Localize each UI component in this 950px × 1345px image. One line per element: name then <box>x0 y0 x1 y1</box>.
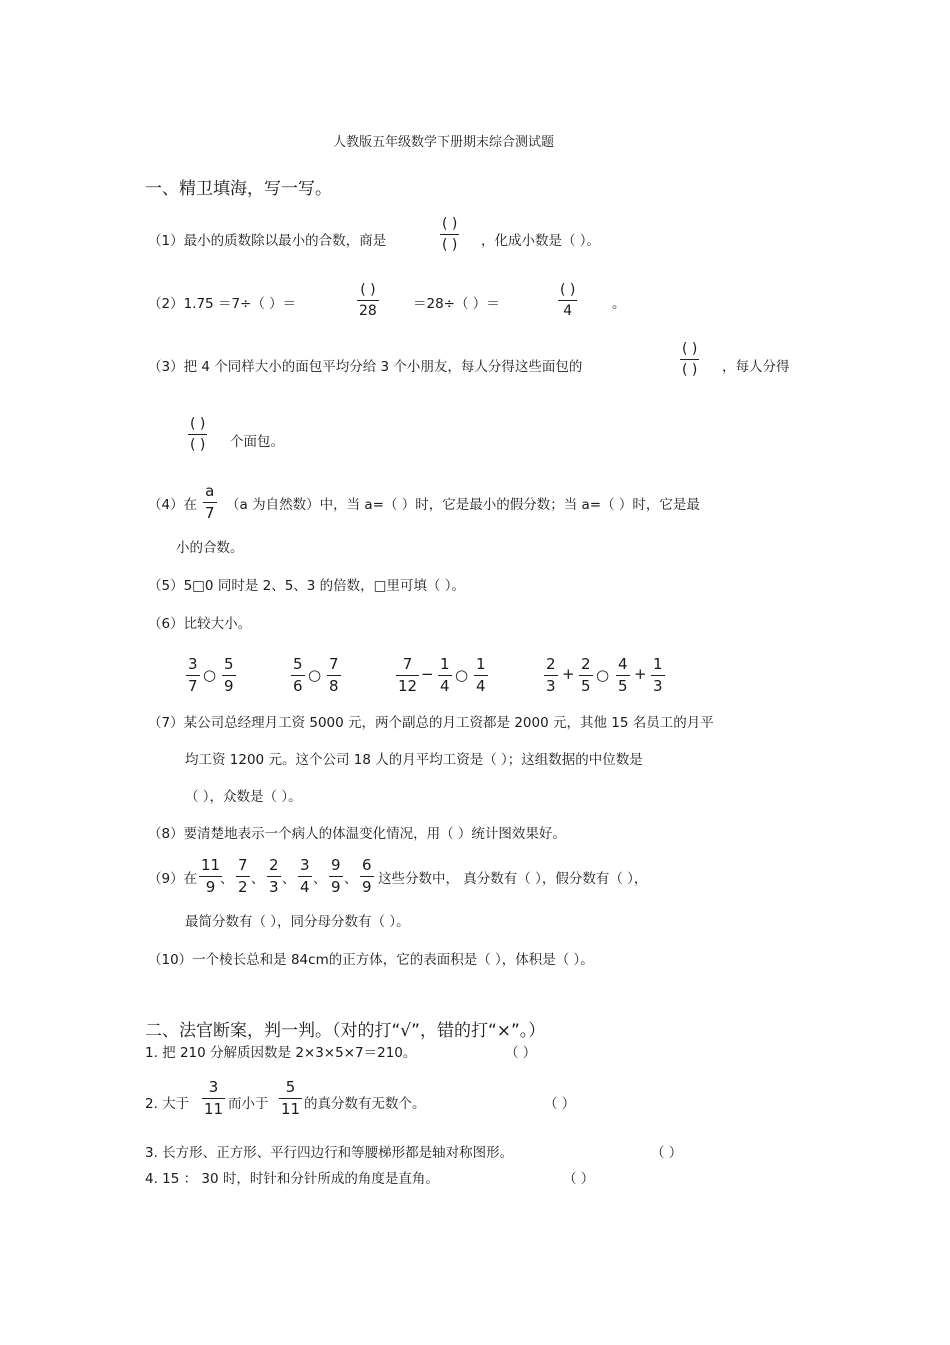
separator: 、 <box>344 871 358 887</box>
compare-circle-3[interactable]: ○ <box>455 666 469 684</box>
fraction-denominator: 11 <box>281 1100 301 1118</box>
fraction-numerator: ( ) <box>682 341 698 357</box>
fraction-numerator: 1 <box>653 655 663 673</box>
fraction-denominator: 9 <box>331 878 341 896</box>
question-9-fraction-4 <box>298 858 312 895</box>
question-4-text: （4）在 <box>148 497 198 513</box>
fraction-numerator: 11 <box>201 856 221 874</box>
fraction-numerator: 1 <box>476 655 486 673</box>
question-2-tail: 。 <box>612 296 626 312</box>
fraction-denominator: 5 <box>618 677 628 695</box>
fraction-numerator: 5 <box>224 655 234 673</box>
fraction-numerator: 5 <box>285 1078 296 1096</box>
compare-4-fraction-d <box>651 657 665 694</box>
question-9-tail: 这些分数中， 真分数有（ ），假分数有（ ）， <box>378 871 648 887</box>
judge-item-1-text: 1. 把 210 分解质因数是 2×3×5×7＝210。 <box>145 1045 417 1061</box>
compare-4-fraction-b <box>579 657 593 694</box>
judge-item-2-answer[interactable]: （ ） <box>544 1096 576 1112</box>
judge-item-3-text: 3. 长方形、正方形、平行四边行和等腰梯形都是轴对称图形。 <box>145 1145 514 1161</box>
fraction-numerator: 3 <box>208 1078 219 1096</box>
question-4-tail-2: 小的合数。 <box>176 540 244 556</box>
separator: 、 <box>220 871 234 887</box>
compare-3-fraction-b <box>438 657 452 694</box>
question-3-tail-2: 个面包。 <box>230 434 284 450</box>
fraction-numerator: 7 <box>402 655 413 673</box>
question-2-fraction-1 <box>357 283 379 318</box>
section-heading-2: 二、法官断案，判一判。（对的打“√”，错的打“×”。） <box>145 1021 546 1041</box>
plus-sign: + <box>562 665 575 683</box>
question-2-fraction-2 <box>558 283 577 318</box>
fraction-numerator: ( ) <box>442 216 458 232</box>
question-4-tail: （a 为自然数）中，当 a=（ ）时，它是最小的假分数；当 a=（ ）时，它是最 <box>226 497 700 513</box>
fraction-denominator: 5 <box>581 677 591 695</box>
question-9-fraction-1 <box>199 858 222 895</box>
question-4-fraction <box>203 484 217 521</box>
question-9-text: （9）在 <box>148 871 198 887</box>
fraction-denominator: 12 <box>398 677 418 695</box>
fraction-denominator: 3 <box>653 677 663 695</box>
fraction-numerator: 2 <box>269 856 279 874</box>
question-9-fraction-2 <box>236 858 250 895</box>
judge-item-2-fraction-2 <box>279 1080 302 1117</box>
fraction-numerator: 7 <box>329 655 339 673</box>
compare-4-fraction-c <box>616 657 630 694</box>
question-3-text: （3）把 4 个同样大小的面包平均分给 3 个小朋友，每人分得这些面包的 <box>148 359 583 375</box>
fraction-denominator: 7 <box>205 504 215 522</box>
fraction-numerator: 5 <box>293 655 303 673</box>
fraction-denominator: 3 <box>546 677 556 695</box>
plus-sign: + <box>634 665 647 683</box>
question-1-text: （1）最小的质数除以最小的合数，商是 <box>148 233 387 249</box>
question-7-line-3: （ ），众数是（ ）。 <box>185 789 302 805</box>
fraction-numerator: ( ) <box>360 282 376 298</box>
compare-1-right-fraction <box>222 657 236 694</box>
fraction-denominator: 6 <box>293 677 303 695</box>
question-1-fraction <box>440 217 459 252</box>
judge-item-2-fraction-1 <box>202 1080 225 1117</box>
fraction-denominator: 7 <box>188 677 198 695</box>
judge-item-3-answer[interactable]: （ ） <box>651 1145 683 1161</box>
judge-item-1-answer[interactable]: （ ） <box>505 1045 537 1061</box>
fraction-numerator: 2 <box>546 655 556 673</box>
fraction-numerator: 3 <box>188 655 198 673</box>
compare-circle-4[interactable]: ○ <box>596 666 610 684</box>
judge-item-2-mid: 而小于 <box>228 1096 269 1112</box>
question-5-text: （5）5□0 同时是 2、5、3 的倍数，□里可填（ ）。 <box>148 578 465 594</box>
compare-circle-1[interactable]: ○ <box>203 666 217 684</box>
compare-2-left-fraction <box>291 657 305 694</box>
judge-item-2-pre: 2. 大于 <box>145 1096 190 1112</box>
question-10-text: （10）一个棱长总和是 84cm的正方体，它的表面积是（ ），体积是（ ）。 <box>148 952 594 968</box>
fraction-numerator: 9 <box>331 856 341 874</box>
fraction-numerator: 2 <box>581 655 591 673</box>
fraction-denominator: 8 <box>329 677 339 695</box>
compare-3-fraction-c <box>474 657 488 694</box>
page-title: 人教版五年级数学下册期末综合测试题 <box>333 135 555 150</box>
separator: 、 <box>313 871 327 887</box>
fraction-denominator: 9 <box>362 878 372 896</box>
question-8-text: （8）要清楚地表示一个病人的体温变化情况，用（ ）统计图效果好。 <box>148 826 566 842</box>
question-6-text: （6）比较大小。 <box>148 616 252 632</box>
question-9-fraction-3 <box>267 858 281 895</box>
fraction-denominator: 2 <box>238 878 248 896</box>
question-3-tail: ，每人分得 <box>722 359 790 375</box>
question-2-mid: ＝28÷（ ）＝ <box>413 296 500 312</box>
fraction-denominator: 28 <box>359 303 377 319</box>
fraction-numerator: 1 <box>440 655 450 673</box>
compare-4-fraction-a <box>544 657 558 694</box>
question-7-line-2: 均工资 1200 元。这个公司 18 人的月平均工资是（ ）；这组数据的中位数是 <box>185 752 643 768</box>
separator: 、 <box>282 871 296 887</box>
fraction-denominator: ( ) <box>190 437 206 453</box>
minus-sign: − <box>421 665 434 683</box>
fraction-denominator: 9 <box>224 677 234 695</box>
fraction-numerator: 7 <box>238 856 248 874</box>
fraction-denominator: 4 <box>563 303 573 319</box>
question-1-tail: ，化成小数是（ ）。 <box>481 233 601 249</box>
fraction-numerator: 4 <box>618 655 628 673</box>
fraction-numerator: ( ) <box>190 416 206 432</box>
compare-3-fraction-a <box>396 657 419 694</box>
fraction-denominator: 3 <box>269 878 279 896</box>
question-3-fraction-2 <box>188 417 207 452</box>
fraction-denominator: 4 <box>476 677 486 695</box>
question-2-text: （2）1.75 ＝7÷（ ）＝ <box>148 296 297 312</box>
fraction-denominator: 9 <box>205 878 216 896</box>
fraction-numerator: 6 <box>362 856 372 874</box>
question-9-fraction-6 <box>360 858 374 895</box>
fraction-numerator: a <box>205 482 215 500</box>
question-9-line-2: 最简分数有（ ），同分母分数有（ ）。 <box>185 914 410 930</box>
fraction-numerator: 3 <box>300 856 310 874</box>
compare-1-left-fraction <box>186 657 200 694</box>
judge-item-4-answer[interactable]: （ ） <box>563 1171 595 1187</box>
fraction-denominator: 4 <box>300 878 310 896</box>
compare-circle-2[interactable]: ○ <box>308 666 322 684</box>
fraction-numerator: ( ) <box>560 282 576 298</box>
fraction-denominator: 11 <box>204 1100 224 1118</box>
fraction-denominator: ( ) <box>442 237 458 253</box>
fraction-denominator: 4 <box>440 677 450 695</box>
question-7-line-1: （7）某公司总经理月工资 5000 元，两个副总的月工资都是 2000 元，其他 15 名员工的月平 <box>148 715 714 731</box>
separator: 、 <box>251 871 265 887</box>
fraction-denominator: ( ) <box>682 362 698 378</box>
section-heading-1: 一、精卫填海，写一写。 <box>145 179 332 199</box>
judge-item-4-text: 4. 15 ： 30 时，时针和分针所成的角度是直角。 <box>145 1171 439 1187</box>
question-3-fraction-1 <box>680 342 699 377</box>
judge-item-2-tail: 的真分数有无数个。 <box>304 1096 426 1112</box>
question-9-fraction-5 <box>329 858 343 895</box>
compare-2-right-fraction <box>327 657 341 694</box>
